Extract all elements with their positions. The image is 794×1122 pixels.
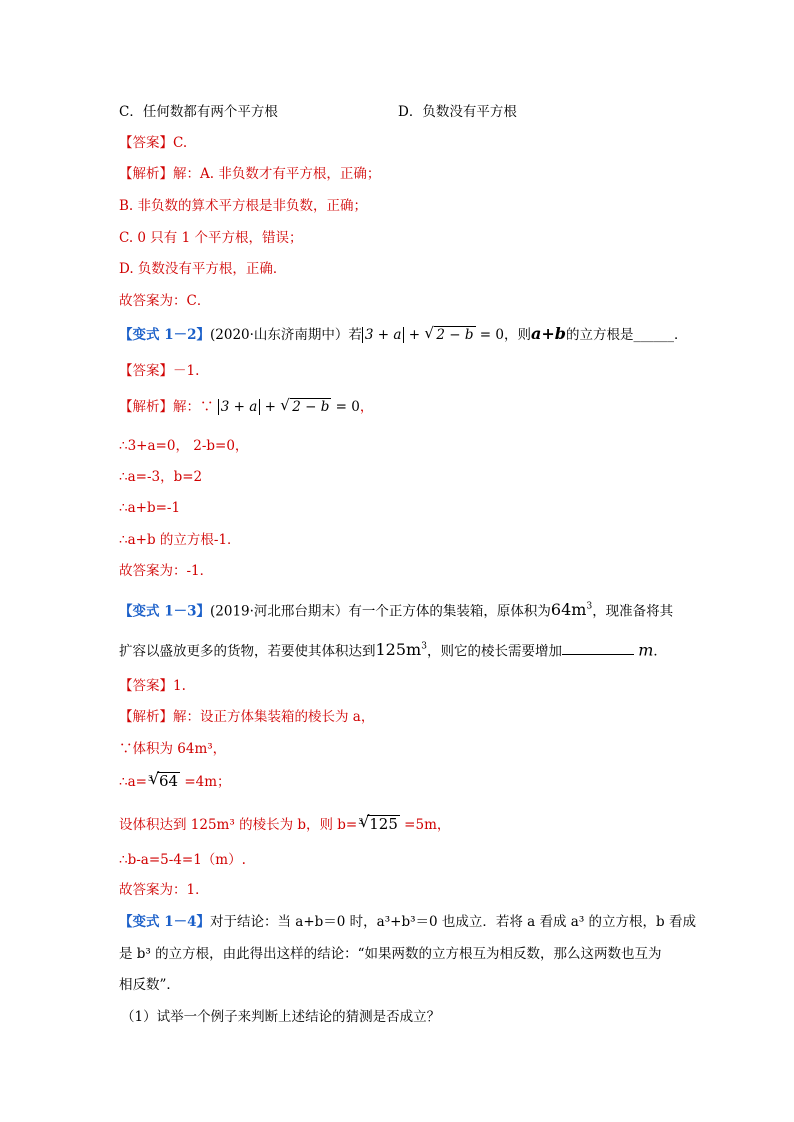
analysis-line bbox=[119, 164, 380, 184]
answer-tag: 【答案】 bbox=[119, 678, 173, 694]
variant-tag: 【变式 1－4】 bbox=[119, 914, 210, 930]
analysis-tag: 【解析】 bbox=[119, 166, 173, 182]
analysis-line bbox=[119, 707, 374, 727]
answer-tag: 【答案】 bbox=[119, 135, 173, 151]
analysis-step: ∴a+b=-1 bbox=[119, 500, 181, 516]
answer-line bbox=[119, 361, 199, 381]
variant-1-4-question-line1 bbox=[119, 912, 696, 932]
volume-64: $64m^3$ bbox=[550, 600, 593, 620]
analysis-step: ∴b-a=5-4=1（m）. bbox=[119, 852, 246, 868]
analysis-step: ∵体积为 64m³， bbox=[119, 741, 227, 757]
analysis-tag: 【解析】 bbox=[119, 709, 173, 725]
equation: 3 + a + √ 2 − b = 0 bbox=[362, 327, 504, 343]
analysis-line: 【解析】解：∵ 3 + a + √ 2 − b = 0， bbox=[119, 397, 373, 417]
option-c: C．任何数都有两个平方根 bbox=[119, 104, 278, 120]
answer-line bbox=[119, 676, 186, 696]
analysis-text: 解：设正方体集装箱的棱长为 a， bbox=[173, 709, 375, 725]
analysis-conclusion: 故答案为：C． bbox=[119, 293, 211, 309]
question-mid: ，则 bbox=[504, 327, 531, 343]
option-d: D．负数没有平方根 bbox=[398, 104, 517, 120]
cube-root: √ 3 125 bbox=[357, 815, 400, 835]
equation: 3 + a + √ 2 − b = 0 bbox=[218, 399, 360, 415]
variant-1-4-question-line3: 相反数”． bbox=[119, 977, 180, 993]
answer-line bbox=[119, 133, 187, 153]
question-text: ，现准备将其 bbox=[592, 603, 674, 620]
question-tail: 的立方根是______． bbox=[565, 327, 688, 343]
analysis-text: 解：A. 非负数才有平方根，正确； bbox=[173, 166, 381, 182]
analysis-tag: 【解析】 bbox=[119, 399, 173, 415]
answer-value: C. bbox=[173, 135, 188, 151]
analysis-line: D. 负数没有平方根，正确． bbox=[119, 261, 287, 277]
analysis-text: 解：∵ bbox=[173, 399, 214, 415]
variant-1-2-question bbox=[119, 324, 687, 345]
answer-tag: 【答案】 bbox=[119, 363, 173, 379]
question-text: 扩容以盛放更多的货物，若要使其体积达到 bbox=[119, 643, 376, 660]
analysis-step: ∴a= √ 3 64 =4m； bbox=[119, 772, 231, 792]
analysis-conclusion: 故答案为：-1． bbox=[119, 563, 214, 579]
answer-value: －1. bbox=[173, 363, 200, 379]
variant-1-3-question-line2: 扩容以盛放更多的货物，若要使其体积达到$125m^3$，则它的棱长需要增加 m． bbox=[119, 640, 667, 660]
variant-1-4-question-line2: 是 b³ 的立方根，由此得出这样的结论：“如果两数的立方根互为相反数，那么这两数也互为 bbox=[119, 946, 662, 962]
variant-tag: 【变式 1－3】 bbox=[119, 603, 210, 620]
question-text: ，则它的棱长需要增加 bbox=[426, 643, 562, 660]
answer-value: 1. bbox=[173, 678, 186, 694]
analysis-step: ∴a=-3，b=2 bbox=[119, 469, 203, 485]
analysis-line: C. 0 只有 1 个平方根，错误； bbox=[119, 230, 303, 246]
variant-1-3-question-line1 bbox=[119, 597, 673, 621]
analysis-step: 设体积达到 125m³ 的棱长为 b，则 b= √ 3 125 =5m， bbox=[119, 815, 450, 835]
question-text: 对于结论：当 a+b＝0 时，a³+b³＝0 也成立．若将 a 看成 a³ 的立方根，b 看成 bbox=[210, 914, 696, 930]
analysis-step: ∴a+b 的立方根-1． bbox=[119, 532, 241, 548]
analysis-step: ∴3+a=0， 2-b=0， bbox=[119, 438, 249, 454]
unit: m bbox=[638, 640, 654, 660]
question-source: (2020·山东济南期中）若 bbox=[210, 327, 362, 343]
variant-tag: 【变式 1－2】 bbox=[119, 327, 210, 343]
sub-question-1: （1）试举一个例子来判断上述结论的猜测是否成立？ bbox=[121, 1009, 441, 1025]
cube-root: √ 3 64 bbox=[147, 772, 180, 792]
analysis-line: B. 非负数的算术平方根是非负数，正确； bbox=[119, 198, 368, 214]
expression-ab: a+b bbox=[531, 324, 566, 343]
question-text: (2019·河北邢台期末）有一个正方体的集装箱，原体积为 bbox=[210, 603, 551, 620]
volume-125: $125m^3$ bbox=[375, 640, 427, 660]
answer-blank bbox=[562, 642, 634, 655]
analysis-conclusion: 故答案为：1． bbox=[119, 882, 209, 898]
